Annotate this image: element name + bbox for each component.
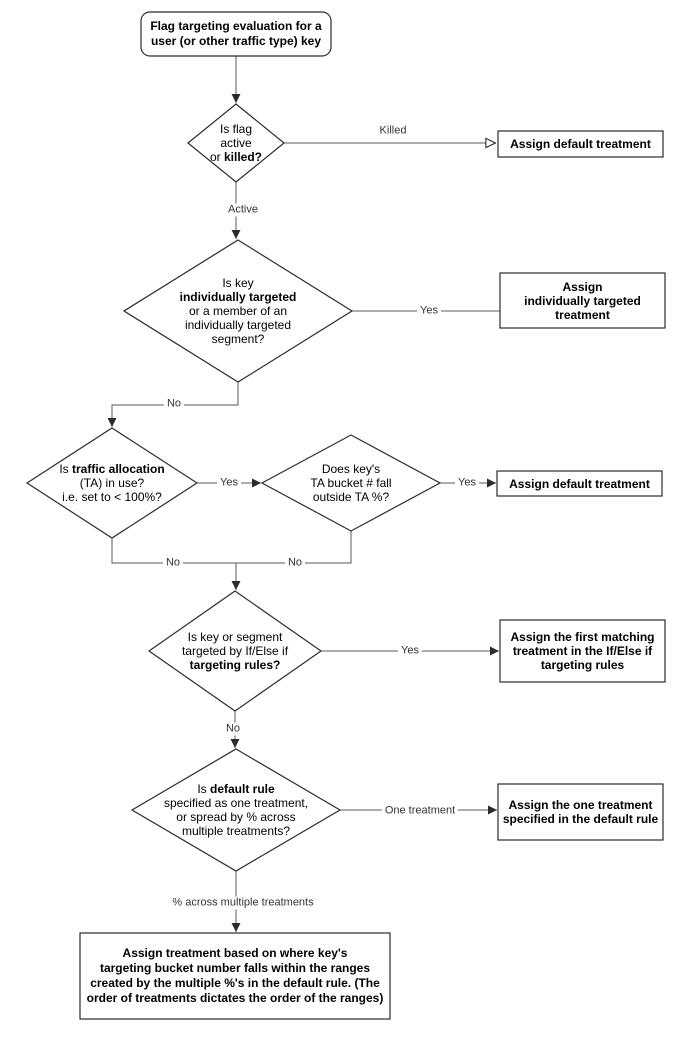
- box4-line-1: Assign the first matching: [510, 630, 655, 644]
- edge-label-pct-across: % across multiple treatments: [169, 897, 316, 910]
- d4-line-1: Does key's: [321, 462, 381, 476]
- result-default-treatment-ta-shape: [497, 471, 662, 496]
- result-first-matching-treatment-shape: [500, 620, 665, 682]
- d2-line-5: segment?: [211, 332, 265, 346]
- box4-line-3: targeting rules: [540, 658, 625, 672]
- start-line-1: Flag targeting evaluation for a: [150, 19, 322, 33]
- final-line-2: targeting bucket number falls within the ranges: [99, 961, 371, 975]
- edge-label-no-rules: No: [223, 723, 243, 736]
- box5-line-1: Assign the one treatment: [508, 798, 653, 812]
- d6-line-2: specified as one treatment,: [163, 796, 309, 810]
- d5-line-3: targeting rules?: [189, 658, 281, 672]
- d2-line-4: individually targeted: [184, 318, 292, 332]
- d5-line-2: targeted by If/Else if: [181, 644, 289, 658]
- edge-label-killed: Killed: [377, 125, 410, 138]
- d6-line-1: Is default rule: [197, 782, 275, 796]
- start-node-shape: [141, 12, 331, 56]
- edge-label-yes-bucket: Yes: [455, 477, 479, 490]
- result-default-treatment-killed-shape: [498, 131, 663, 157]
- final-line-3: created by the multiple %'s in the default rule. (The: [90, 976, 380, 990]
- decision-targeting-rules-shape: [149, 591, 321, 711]
- edge-label-active: Active: [225, 204, 261, 217]
- box2-line-1: Assign: [562, 279, 603, 294]
- decision-individually-targeted-shape: [124, 240, 352, 382]
- d3-line-3: i.e. set to < 100%?: [62, 490, 162, 504]
- d1-line-1: Is flag: [219, 122, 252, 136]
- box1-line-1: Assign default treatment: [510, 137, 651, 151]
- final-line-4: order of treatments dictates the order of the ranges): [86, 991, 384, 1005]
- d2-line-2: individually targeted: [179, 290, 297, 304]
- edge-label-no-bucket: No: [285, 557, 305, 570]
- decision-traffic-allocation-shape: [27, 428, 197, 538]
- d6-line-3: or spread by % across: [176, 810, 296, 824]
- edge-label-one-treatment: One treatment: [382, 805, 458, 818]
- d4-line-2: TA bucket # fall: [310, 476, 392, 490]
- d3-line-1: Is traffic allocation: [59, 462, 165, 476]
- decision-ta-bucket-shape: [262, 435, 440, 531]
- box2-line-2: individually targeted: [524, 293, 641, 308]
- box5-line-2: specified in the default rule: [502, 812, 659, 826]
- d2-line-1: Is key: [222, 276, 254, 290]
- d5-line-1: Is key or segment: [187, 630, 283, 644]
- result-one-treatment-shape: [498, 784, 663, 840]
- d2-line-3: or a member of an: [188, 304, 288, 318]
- d6-line-4: multiple treatments?: [181, 824, 291, 838]
- box4-line-2: treatment in the If/Else if: [512, 644, 653, 658]
- d4-line-3: outside TA %?: [312, 490, 390, 504]
- d1-line-2: active: [220, 136, 252, 150]
- result-percentage-ranges-shape: [80, 933, 390, 1019]
- box3-line-1: Assign default treatment: [509, 476, 650, 491]
- result-individually-targeted-shape: [500, 273, 665, 328]
- final-line-1: Assign treatment based on where key's: [122, 946, 348, 960]
- edge-label-no-individual: No: [164, 398, 184, 411]
- decision-default-rule-shape: [132, 749, 340, 871]
- d1-line-3: or killed?: [209, 150, 263, 164]
- edge-label-no-ta: No: [163, 557, 183, 570]
- decision-flag-active-shape: [188, 104, 284, 182]
- box2-line-3: treatment: [555, 307, 610, 322]
- edge-label-yes-individual: Yes: [417, 305, 441, 318]
- edge-label-yes-rules: Yes: [398, 645, 422, 658]
- start-line-2: user (or other traffic type) key: [150, 34, 322, 48]
- edge-label-yes-ta: Yes: [217, 477, 241, 490]
- d3-line-2: (TA) in use?: [79, 476, 145, 490]
